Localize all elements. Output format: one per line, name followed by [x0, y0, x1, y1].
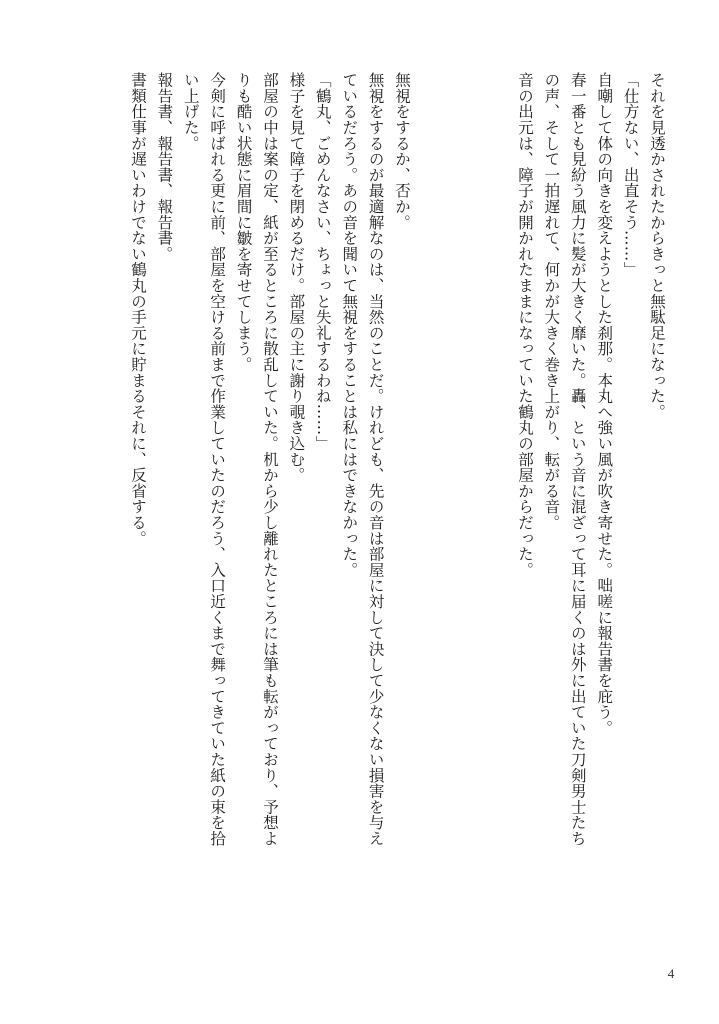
text-line: 音の出元は、障子が開かれたままになっていた鶴丸の部屋からだった。: [515, 72, 534, 578]
text-line: 無視をするのが最適解なのは、当然のことだ。けれども、先の音は部屋に対して決して少なくない損害を与え: [366, 72, 385, 847]
text-line: 自嘲して体の向きを変えようとした刹那。本丸へ強い風が吹き寄せた。咄嗟に報告書を庇う。: [595, 72, 614, 736]
text-line: 報告書、報告書、報告書。: [155, 72, 174, 262]
text-line: 部屋の中は案の定、紙が至るところに散乱していた。机から少し離れたところには筆も転がっており、予想よ: [260, 72, 279, 847]
text-line: い上げた。: [181, 72, 200, 151]
text-line: の声、そして一拍遅れて、何かが大きく巻き上がり、転がる音。: [542, 72, 561, 531]
paragraph-block-scene: [480, 72, 670, 972]
text-line: 今剣に呼ばれる更に前、部屋を空ける前まで作業していたのだろう、入口近くまで舞ってきていた紙の束を拾: [208, 72, 227, 847]
text-line: ているだろう。あの音を聞いて無視をすることは私にはできなかった。: [340, 72, 359, 578]
text-line: 様子を見て障子を閉めるだけ。部屋の主に謝り覗き込む。: [287, 72, 306, 483]
text-line: りも酷い状態に眉間に皺を寄せてしまう。: [234, 72, 253, 373]
text-line: 書類仕事が遅いわけでない鶴丸の手元に貯まるそれに、反省する。: [128, 72, 147, 546]
dialogue-line: 「鶴丸、ごめんなさい、ちょっと失礼するわね……」: [313, 72, 332, 452]
text-line: 無視をするか、否か。: [393, 72, 411, 230]
text-line: 春一番とも見紛う風力に髪が大きく靡いた。轟、という音に混ざって耳に届くのは外に出ていた刀剣男士たち: [568, 72, 587, 847]
paragraph-block-room: [85, 72, 415, 972]
dialogue-line: 「仕方ない、出直そう……」: [621, 72, 640, 278]
page-number: 4: [667, 966, 675, 981]
text-line: それを見透かされたからきっと無駄足になった。: [648, 72, 666, 420]
